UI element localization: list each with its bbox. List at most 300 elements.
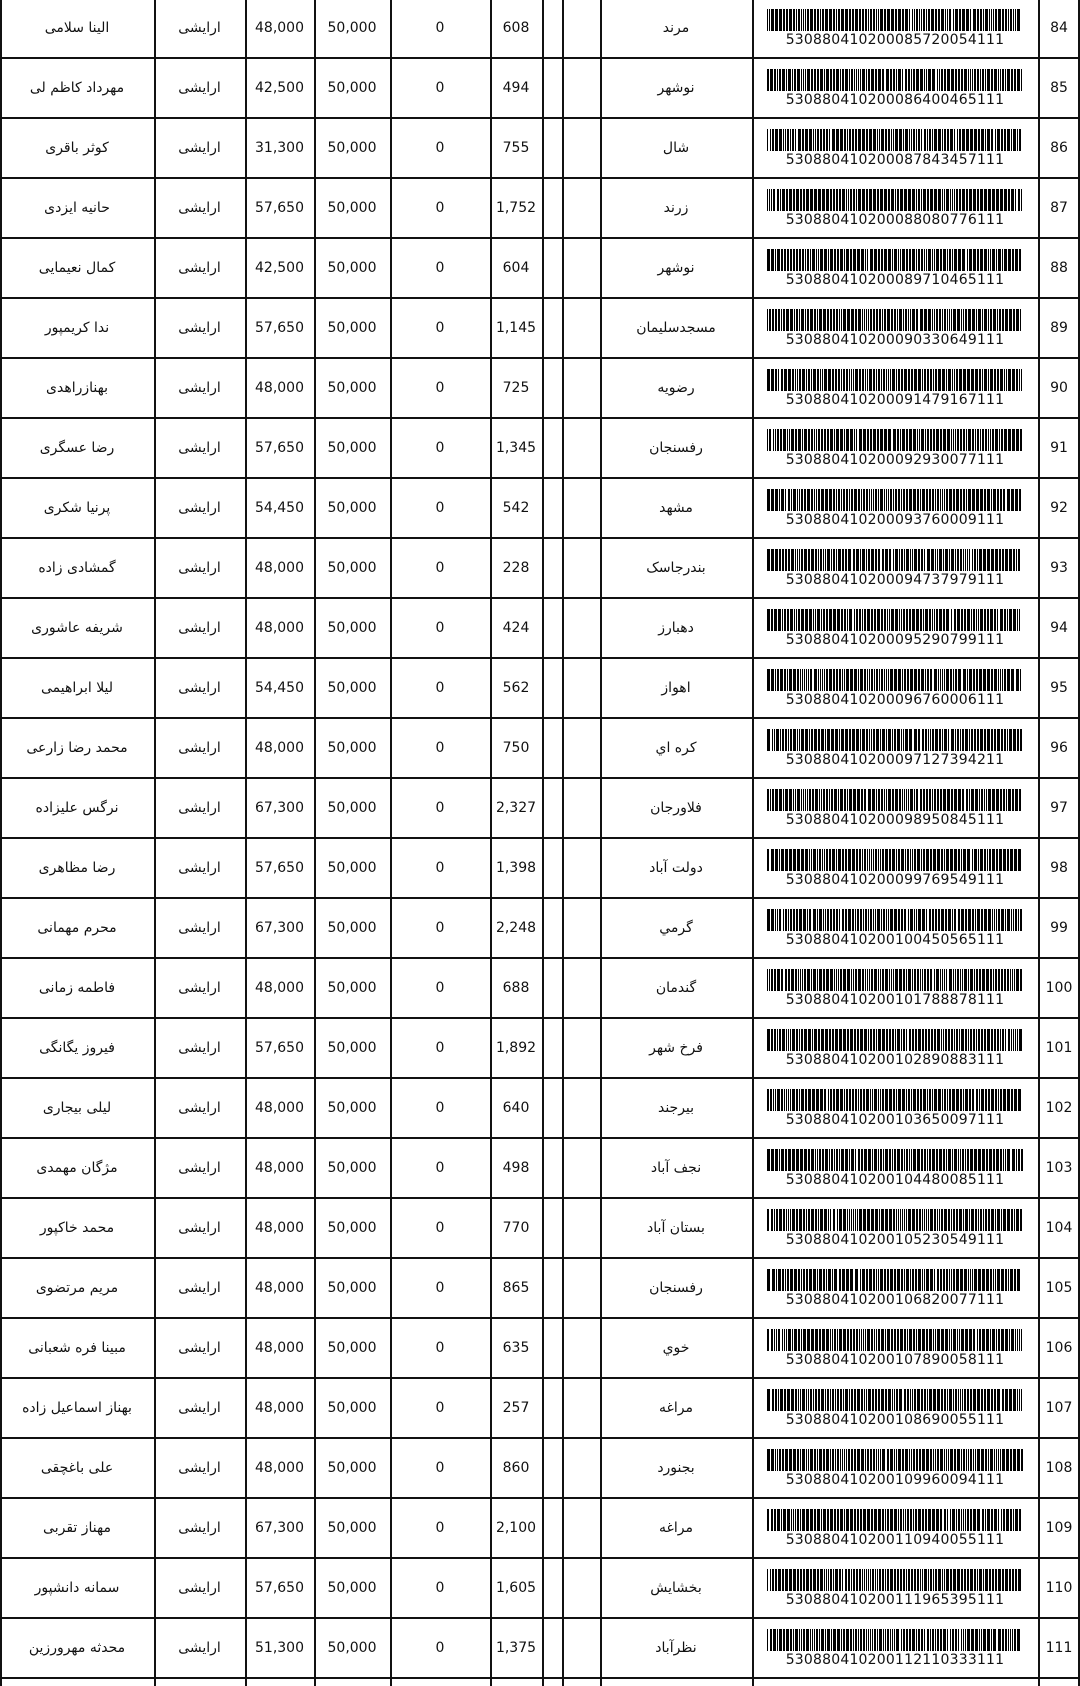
weight-value: 860 bbox=[502, 1460, 530, 1476]
empty-cell bbox=[562, 839, 600, 897]
barcode-cell bbox=[752, 659, 1038, 717]
item-type: ارایشی bbox=[178, 500, 221, 516]
barcode-graphic bbox=[766, 429, 1024, 451]
price-value: 57,650 bbox=[255, 320, 304, 336]
empty-cell bbox=[562, 659, 600, 717]
item-type: ارایشی bbox=[178, 140, 221, 156]
price-value: 48,000 bbox=[255, 1280, 304, 1296]
zero-value: 0 bbox=[435, 260, 445, 276]
price-value: 67,300 bbox=[255, 1520, 304, 1536]
empty-cell bbox=[562, 1319, 600, 1377]
weight-value: 1,145 bbox=[495, 320, 537, 336]
item-type: ارایشی bbox=[178, 200, 221, 216]
column-divider bbox=[154, 0, 156, 1686]
weight-value: 2,100 bbox=[495, 1520, 537, 1536]
destination-city: بجنورد bbox=[657, 1460, 695, 1476]
destination-city: شال bbox=[662, 140, 690, 156]
zero-value: 0 bbox=[435, 1280, 445, 1296]
weight-value: 770 bbox=[502, 1220, 530, 1236]
recipient-name: ندا کریمپور bbox=[44, 320, 110, 336]
barcode-cell bbox=[752, 299, 1038, 357]
barcode-graphic bbox=[766, 1569, 1024, 1591]
item-type: ارایشی bbox=[178, 620, 221, 636]
barcode-graphic bbox=[766, 69, 1024, 91]
tracking-code: 530880410200086400465111 bbox=[785, 91, 1005, 108]
barcode-cell bbox=[752, 1439, 1038, 1497]
table-row bbox=[0, 419, 1080, 479]
row-number: 93 bbox=[1050, 560, 1068, 576]
item-type: ارایشی bbox=[178, 1580, 221, 1596]
recipient-name: رضا عسگری bbox=[39, 440, 115, 456]
barcode-graphic bbox=[766, 189, 1024, 211]
column-divider bbox=[0, 0, 2, 1686]
empty-cell bbox=[542, 359, 562, 417]
table-row bbox=[0, 959, 1080, 1019]
barcode-cell bbox=[752, 419, 1038, 477]
price-value: 31,300 bbox=[255, 140, 304, 156]
weight-value: 755 bbox=[502, 140, 530, 156]
fee-value: 50,000 bbox=[327, 1400, 377, 1416]
row-number: 106 bbox=[1045, 1340, 1073, 1356]
price-value: 67,300 bbox=[255, 920, 304, 936]
tracking-code: 530880410200093760009111 bbox=[785, 511, 1005, 528]
recipient-name: پرنیا شکری bbox=[43, 500, 111, 516]
recipient-name: محمد رضا زارعی bbox=[26, 740, 128, 756]
barcode-graphic bbox=[766, 129, 1024, 151]
table-row bbox=[0, 719, 1080, 779]
recipient-name: فیروز یگانگی bbox=[39, 1040, 115, 1056]
table-row bbox=[0, 1259, 1080, 1319]
weight-value: 1,375 bbox=[495, 1640, 537, 1656]
empty-cell bbox=[562, 959, 600, 1017]
row-number: 111 bbox=[1045, 1640, 1073, 1656]
recipient-name: مژگان مهمدی bbox=[36, 1160, 118, 1176]
recipient-name: لیلی بیجاری bbox=[42, 1100, 112, 1116]
zero-value: 0 bbox=[435, 20, 445, 36]
barcode-graphic bbox=[766, 1149, 1024, 1171]
table-row bbox=[0, 1079, 1080, 1139]
fee-value: 50,000 bbox=[327, 560, 377, 576]
barcode-graphic bbox=[766, 9, 1024, 31]
item-type: ارایشی bbox=[178, 980, 221, 996]
empty-cell bbox=[542, 839, 562, 897]
empty-cell bbox=[542, 1019, 562, 1077]
empty-cell bbox=[562, 1019, 600, 1077]
destination-city: نوشهر bbox=[657, 260, 695, 276]
destination-city: گندمان bbox=[655, 980, 697, 996]
empty-cell bbox=[542, 179, 562, 237]
zero-value: 0 bbox=[435, 1580, 445, 1596]
weight-value: 562 bbox=[502, 680, 530, 696]
fee-value: 50,000 bbox=[327, 1280, 377, 1296]
barcode-cell bbox=[752, 0, 1038, 57]
column-divider bbox=[314, 0, 316, 1686]
destination-city: نوشهر bbox=[657, 80, 695, 96]
weight-value: 1,752 bbox=[495, 200, 537, 216]
zero-value: 0 bbox=[435, 1520, 445, 1536]
table-row bbox=[0, 119, 1080, 179]
weight-value: 494 bbox=[502, 80, 530, 96]
fee-value: 50,000 bbox=[327, 80, 377, 96]
fee-value: 50,000 bbox=[327, 200, 377, 216]
recipient-name: کوثر باقری bbox=[45, 140, 109, 156]
weight-value: 228 bbox=[502, 560, 530, 576]
weight-value: 424 bbox=[502, 620, 530, 636]
empty-cell bbox=[562, 479, 600, 537]
item-type: ارایشی bbox=[178, 1100, 221, 1116]
row-number: 92 bbox=[1050, 500, 1068, 516]
empty-cell bbox=[542, 59, 562, 117]
table-row bbox=[0, 299, 1080, 359]
destination-city: مسجدسلیمان bbox=[636, 320, 716, 336]
price-value: 48,000 bbox=[255, 740, 304, 756]
destination-city: بندرجاسک bbox=[646, 560, 706, 576]
destination-city: دولت آباد bbox=[649, 860, 703, 876]
barcode-cell bbox=[752, 1199, 1038, 1257]
item-type: ارایشی bbox=[178, 1220, 221, 1236]
empty-cell bbox=[542, 119, 562, 177]
empty-cell bbox=[542, 599, 562, 657]
item-type: ارایشی bbox=[178, 1520, 221, 1536]
recipient-name: محرم مهمانی bbox=[37, 920, 117, 936]
item-type: ارایشی bbox=[178, 920, 221, 936]
empty-cell bbox=[542, 719, 562, 777]
empty-cell bbox=[562, 599, 600, 657]
row-number: 102 bbox=[1045, 1100, 1073, 1116]
fee-value: 50,000 bbox=[327, 260, 377, 276]
price-value: 51,300 bbox=[255, 1640, 304, 1656]
item-type: ارایشی bbox=[178, 860, 221, 876]
table-row bbox=[0, 479, 1080, 539]
weight-value: 750 bbox=[502, 740, 530, 756]
price-value: 57,650 bbox=[255, 440, 304, 456]
tracking-code: 530880410200100450565111 bbox=[785, 931, 1005, 948]
row-number: 103 bbox=[1045, 1160, 1073, 1176]
empty-cell bbox=[562, 719, 600, 777]
barcode-graphic bbox=[766, 1029, 1024, 1051]
tracking-code: 530880410200087843457111 bbox=[785, 151, 1005, 168]
fee-value: 50,000 bbox=[327, 140, 377, 156]
fee-value: 50,000 bbox=[327, 500, 377, 516]
empty-cell bbox=[562, 119, 600, 177]
table-row bbox=[0, 1319, 1080, 1379]
zero-value: 0 bbox=[435, 1640, 445, 1656]
weight-value: 2,248 bbox=[495, 920, 537, 936]
fee-value: 50,000 bbox=[327, 380, 377, 396]
weight-value: 498 bbox=[502, 1160, 530, 1176]
tracking-code: 530880410200094737979111 bbox=[785, 571, 1005, 588]
column-divider bbox=[490, 0, 492, 1686]
price-value: 57,650 bbox=[255, 860, 304, 876]
empty-cell bbox=[562, 59, 600, 117]
item-type: ارایشی bbox=[178, 1040, 221, 1056]
tracking-code: 530880410200107890058111 bbox=[785, 1351, 1005, 1368]
empty-cell bbox=[562, 0, 600, 57]
barcode-graphic bbox=[766, 1209, 1024, 1231]
item-type: ارایشی bbox=[178, 680, 221, 696]
tracking-code: 530880410200088080776111 bbox=[785, 211, 1005, 228]
zero-value: 0 bbox=[435, 1400, 445, 1416]
fee-value: 50,000 bbox=[327, 20, 377, 36]
destination-city: بستان آباد bbox=[647, 1220, 705, 1236]
row-number: 98 bbox=[1050, 860, 1068, 876]
barcode-graphic bbox=[766, 1269, 1024, 1291]
barcode-graphic bbox=[766, 729, 1024, 751]
tracking-code: 530880410200112110333111 bbox=[785, 1651, 1005, 1668]
destination-city: نظرآباد bbox=[655, 1640, 697, 1656]
item-type: ارایشی bbox=[178, 1160, 221, 1176]
barcode-cell bbox=[752, 1079, 1038, 1137]
barcode-cell bbox=[752, 1499, 1038, 1557]
recipient-name: نرگس علیزاده bbox=[35, 800, 119, 816]
zero-value: 0 bbox=[435, 560, 445, 576]
tracking-code: 530880410200098950845111 bbox=[785, 811, 1005, 828]
barcode-graphic bbox=[766, 1089, 1024, 1111]
zero-value: 0 bbox=[435, 320, 445, 336]
barcode-cell bbox=[752, 719, 1038, 777]
zero-value: 0 bbox=[435, 440, 445, 456]
zero-value: 0 bbox=[435, 980, 445, 996]
weight-value: 2,327 bbox=[495, 800, 537, 816]
tracking-code: 530880410200108690055111 bbox=[785, 1411, 1005, 1428]
barcode-cell bbox=[752, 779, 1038, 837]
barcode-cell bbox=[752, 1319, 1038, 1377]
table-row bbox=[0, 659, 1080, 719]
recipient-name: گمشادی زاده bbox=[38, 560, 116, 576]
table-row bbox=[0, 1199, 1080, 1259]
table-row bbox=[0, 1019, 1080, 1079]
item-type: ارایشی bbox=[178, 440, 221, 456]
fee-value: 50,000 bbox=[327, 1340, 377, 1356]
empty-cell bbox=[562, 1139, 600, 1197]
tracking-code: 530880410200085720054111 bbox=[785, 31, 1005, 48]
item-type: ارایشی bbox=[178, 380, 221, 396]
table-row bbox=[0, 599, 1080, 659]
empty-cell bbox=[542, 0, 562, 57]
table-row bbox=[0, 1139, 1080, 1199]
empty-cell bbox=[542, 1259, 562, 1317]
destination-city: فلاورجان bbox=[650, 800, 702, 816]
recipient-name: مهناز تقربی bbox=[43, 1520, 111, 1536]
zero-value: 0 bbox=[435, 380, 445, 396]
zero-value: 0 bbox=[435, 1220, 445, 1236]
empty-cell bbox=[562, 779, 600, 837]
barcode-cell bbox=[752, 119, 1038, 177]
tracking-code: 530880410200103650097111 bbox=[785, 1111, 1005, 1128]
empty-cell bbox=[542, 1139, 562, 1197]
barcode-graphic bbox=[766, 609, 1024, 631]
weight-value: 635 bbox=[502, 1340, 530, 1356]
destination-city: زرند bbox=[663, 200, 689, 216]
row-number: 84 bbox=[1050, 20, 1068, 36]
table-row bbox=[0, 0, 1080, 59]
price-value: 48,000 bbox=[255, 380, 304, 396]
empty-cell bbox=[542, 299, 562, 357]
fee-value: 50,000 bbox=[327, 1040, 377, 1056]
item-type: ارایشی bbox=[178, 320, 221, 336]
recipient-name: لیلا ابراهیمی bbox=[40, 680, 114, 696]
row-number: 96 bbox=[1050, 740, 1068, 756]
barcode-graphic bbox=[766, 249, 1024, 271]
empty-cell bbox=[542, 1499, 562, 1557]
zero-value: 0 bbox=[435, 800, 445, 816]
price-value: 57,650 bbox=[255, 1580, 304, 1596]
price-value: 42,500 bbox=[255, 80, 304, 96]
row-number: 88 bbox=[1050, 260, 1068, 276]
barcode-cell bbox=[752, 539, 1038, 597]
item-type: ارایشی bbox=[178, 1280, 221, 1296]
empty-cell bbox=[562, 359, 600, 417]
recipient-name: علی باغچقی bbox=[40, 1460, 114, 1476]
barcode-graphic bbox=[766, 1449, 1024, 1471]
item-type: ارایشی bbox=[178, 560, 221, 576]
tracking-code: 530880410200105230549111 bbox=[785, 1231, 1005, 1248]
barcode-cell bbox=[752, 1379, 1038, 1437]
barcode-cell bbox=[752, 1619, 1038, 1677]
table-row bbox=[0, 1379, 1080, 1439]
column-divider bbox=[562, 0, 564, 1686]
tracking-code: 530880410200109960094111 bbox=[785, 1471, 1005, 1488]
barcode-graphic bbox=[766, 849, 1024, 871]
barcode-cell bbox=[752, 239, 1038, 297]
table-row bbox=[0, 59, 1080, 119]
zero-value: 0 bbox=[435, 740, 445, 756]
fee-value: 50,000 bbox=[327, 440, 377, 456]
fee-value: 50,000 bbox=[327, 740, 377, 756]
destination-city: رفسنجان bbox=[649, 1280, 703, 1296]
empty-cell bbox=[542, 419, 562, 477]
barcode-cell bbox=[752, 599, 1038, 657]
empty-cell bbox=[542, 1619, 562, 1677]
barcode-graphic bbox=[766, 1389, 1024, 1411]
price-value: 54,450 bbox=[255, 500, 304, 516]
recipient-name: مریم مرتضوی bbox=[35, 1280, 119, 1296]
empty-cell bbox=[542, 1379, 562, 1437]
weight-value: 1,605 bbox=[495, 1580, 537, 1596]
tracking-code: 530880410200089710465111 bbox=[785, 271, 1005, 288]
item-type: ارایشی bbox=[178, 260, 221, 276]
barcode-graphic bbox=[766, 789, 1024, 811]
empty-cell bbox=[542, 239, 562, 297]
row-number: 108 bbox=[1045, 1460, 1073, 1476]
weight-value: 1,892 bbox=[495, 1040, 537, 1056]
barcode-graphic bbox=[766, 909, 1024, 931]
tracking-code: 530880410200090330649111 bbox=[785, 331, 1005, 348]
empty-cell bbox=[562, 239, 600, 297]
zero-value: 0 bbox=[435, 620, 445, 636]
destination-city: بیرجند bbox=[657, 1100, 695, 1116]
item-type: ارایشی bbox=[178, 740, 221, 756]
row-number: 89 bbox=[1050, 320, 1068, 336]
destination-city: گرمي bbox=[659, 920, 693, 936]
empty-cell bbox=[562, 1079, 600, 1137]
barcode-graphic bbox=[766, 489, 1024, 511]
recipient-name: کمال نعیمایی bbox=[38, 260, 116, 276]
fee-value: 50,000 bbox=[327, 680, 377, 696]
zero-value: 0 bbox=[435, 1160, 445, 1176]
empty-cell bbox=[562, 1619, 600, 1677]
price-value: 48,000 bbox=[255, 560, 304, 576]
fee-value: 50,000 bbox=[327, 1220, 377, 1236]
tracking-code: 530880410200101788878111 bbox=[785, 991, 1005, 1008]
empty-cell bbox=[542, 1319, 562, 1377]
empty-cell bbox=[542, 959, 562, 1017]
weight-value: 688 bbox=[502, 980, 530, 996]
item-type: ارایشی bbox=[178, 1640, 221, 1656]
empty-cell bbox=[562, 1199, 600, 1257]
row-number: 101 bbox=[1045, 1040, 1073, 1056]
empty-cell bbox=[562, 539, 600, 597]
table-row bbox=[0, 1439, 1080, 1499]
destination-city: رضویه bbox=[657, 380, 695, 396]
destination-city: خوي bbox=[662, 1340, 690, 1356]
empty-cell bbox=[562, 899, 600, 957]
barcode-cell bbox=[752, 59, 1038, 117]
fee-value: 50,000 bbox=[327, 980, 377, 996]
table-row bbox=[0, 1559, 1080, 1619]
empty-cell bbox=[562, 1259, 600, 1317]
barcode-cell bbox=[752, 359, 1038, 417]
zero-value: 0 bbox=[435, 1460, 445, 1476]
weight-value: 1,398 bbox=[495, 860, 537, 876]
zero-value: 0 bbox=[435, 1040, 445, 1056]
price-value: 57,650 bbox=[255, 200, 304, 216]
barcode-cell bbox=[752, 1139, 1038, 1197]
table-row bbox=[0, 179, 1080, 239]
row-number: 105 bbox=[1045, 1280, 1073, 1296]
barcode-graphic bbox=[766, 549, 1024, 571]
table-row bbox=[0, 539, 1080, 599]
column-divider bbox=[1038, 0, 1040, 1686]
barcode-cell bbox=[752, 1259, 1038, 1317]
tracking-code: 530880410200104480085111 bbox=[785, 1171, 1005, 1188]
price-value: 48,000 bbox=[255, 1160, 304, 1176]
item-type: ارایشی bbox=[178, 1400, 221, 1416]
price-value: 67,300 bbox=[255, 800, 304, 816]
empty-cell bbox=[542, 1079, 562, 1137]
zero-value: 0 bbox=[435, 80, 445, 96]
item-type: ارایشی bbox=[178, 1460, 221, 1476]
table-row bbox=[0, 1499, 1080, 1559]
row-number: 97 bbox=[1050, 800, 1068, 816]
tracking-code: 530880410200091479167111 bbox=[785, 391, 1005, 408]
fee-value: 50,000 bbox=[327, 1160, 377, 1176]
fee-value: 50,000 bbox=[327, 860, 377, 876]
tracking-code: 530880410200099769549111 bbox=[785, 871, 1005, 888]
empty-cell bbox=[542, 659, 562, 717]
fee-value: 50,000 bbox=[327, 800, 377, 816]
destination-city: بخشایش bbox=[650, 1580, 702, 1596]
table-row bbox=[0, 899, 1080, 959]
tracking-code: 530880410200111965395111 bbox=[785, 1591, 1005, 1608]
destination-city: کره اي bbox=[655, 740, 697, 756]
row-number: 110 bbox=[1045, 1580, 1073, 1596]
recipient-name: شریفه عاشوری bbox=[31, 620, 123, 636]
empty-cell bbox=[562, 1499, 600, 1557]
price-value: 57,650 bbox=[255, 1040, 304, 1056]
row-number: 90 bbox=[1050, 380, 1068, 396]
empty-cell bbox=[562, 1439, 600, 1497]
price-value: 48,000 bbox=[255, 980, 304, 996]
zero-value: 0 bbox=[435, 680, 445, 696]
weight-value: 604 bbox=[502, 260, 530, 276]
barcode-cell bbox=[752, 899, 1038, 957]
barcode-graphic bbox=[766, 969, 1024, 991]
tracking-code: 530880410200106820077111 bbox=[785, 1291, 1005, 1308]
weight-value: 725 bbox=[502, 380, 530, 396]
item-type: ارایشی bbox=[178, 20, 221, 36]
empty-cell bbox=[562, 299, 600, 357]
